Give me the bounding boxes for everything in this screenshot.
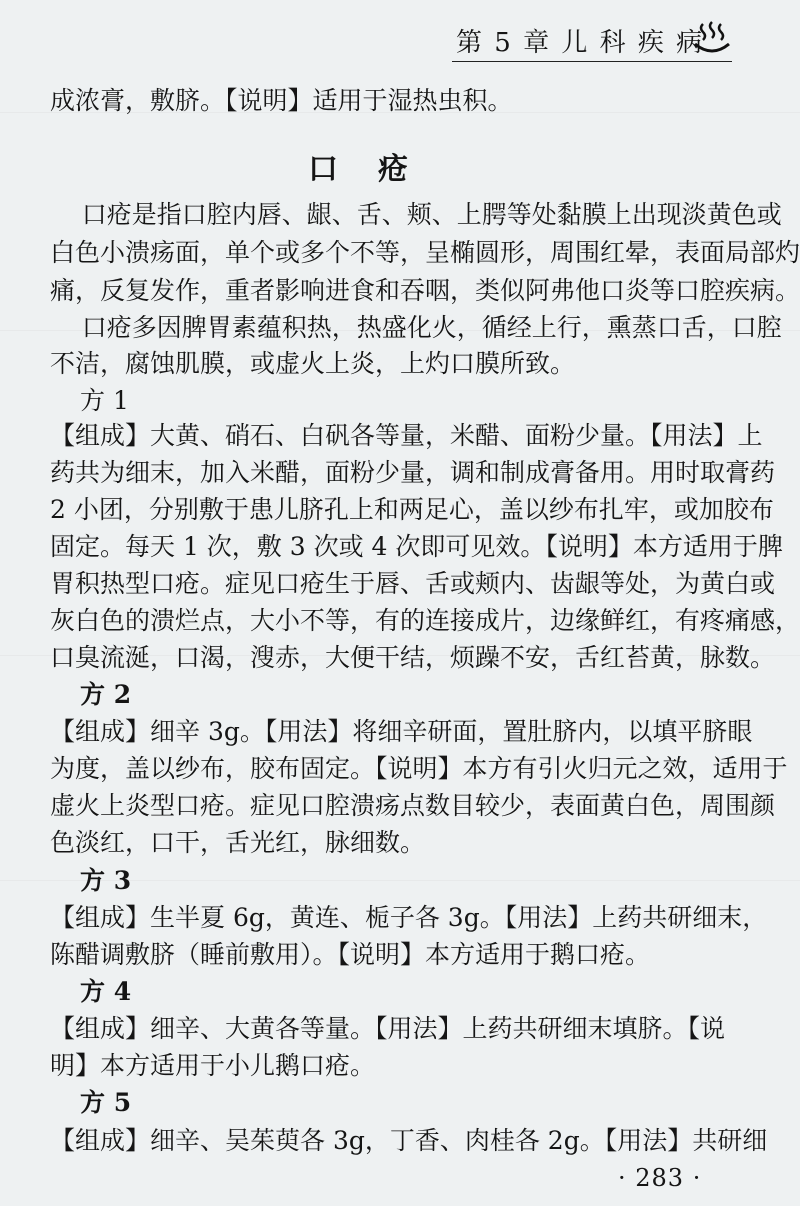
text-line: 色淡红，口干，舌光红，脉细数。 [50, 828, 426, 857]
text-line: 白色小溃疡面，单个或多个不等，呈椭圆形，周围红晕，表面局部灼 [50, 238, 800, 267]
header-rule [452, 61, 732, 62]
page-number: · 283 · [618, 1164, 702, 1192]
chapter-title: 第 5 章 儿 科 疾 病 [456, 28, 705, 58]
text-line: 成浓膏，敷脐。【说明】适用于湿热虫积。 [50, 86, 513, 115]
text-line: 胃积热型口疮。症见口疮生于唇、舌或颊内、齿龈等处，为黄白或 [50, 569, 776, 598]
formula-heading: 方 3 [80, 866, 132, 895]
text-line: 灰白色的溃烂点，大小不等，有的连接成片，边缘鲜红，有疼痛感， [50, 606, 800, 635]
formula-heading: 方 2 [80, 680, 132, 709]
steam-bowl-icon [692, 20, 732, 56]
text-line: 固定。每天 1 次，敷 3 次或 4 次即可见效。【说明】本方适用于脾 [50, 532, 783, 561]
running-header [442, 18, 734, 58]
formula-heading: 方 4 [80, 977, 132, 1006]
text-line: 口疮多因脾胃素蕴积热，热盛化火，循经上行，熏蒸口舌，口腔 [50, 313, 782, 342]
text-line: 药共为细末，加入米醋，面粉少量，调和制成膏备用。用时取膏药 [50, 458, 776, 487]
text-line: 口疮是指口腔内唇、龈、舌、颊、上腭等处黏膜上出现淡黄色或 [50, 200, 782, 229]
text-line: 【组成】细辛、大黄各等量。【用法】上药共研细末填脐。【说 [50, 1014, 726, 1043]
text-line: 为度，盖以纱布，胶布固定。【说明】本方有引火归元之效，适用于 [50, 754, 788, 783]
text-line: 陈醋调敷脐（睡前敷用）。【说明】本方适用于鹅口疮。 [50, 940, 651, 969]
text-line: 口臭流涎，口渴，溲赤，大便干结，烦躁不安，舌红苔黄，脉数。 [50, 643, 776, 672]
text-line: 2 小团，分别敷于患儿脐孔上和两足心，盖以纱布扎牢，或加胶布 [50, 495, 774, 524]
section-title: 口疮 [308, 152, 448, 187]
text-line: 【组成】生半夏 6g，黄连、栀子各 3g。【用法】上药共研细末， [50, 903, 768, 932]
text-line: 虚火上炎型口疮。症见口腔溃疡点数目较少，表面黄白色，周围颜 [50, 791, 776, 820]
text-line: 不洁，腐蚀肌膜，或虚火上炎，上灼口膜所致。 [50, 349, 576, 378]
text-line: 【组成】大黄、硝石、白矾各等量，米醋、面粉少量。【用法】上 [50, 421, 763, 450]
formula-heading: 方 5 [80, 1088, 132, 1117]
text-line: 【组成】细辛、吴茱萸各 3g，丁香、肉桂各 2g。【用法】共研细 [50, 1126, 768, 1155]
text-line: 痛，反复发作，重者影响进食和吞咽，类似阿弗他口炎等口腔疾病。 [50, 276, 800, 305]
text-line: 明】本方适用于小儿鹅口疮。 [50, 1051, 376, 1080]
text-line: 【组成】细辛 3g。【用法】将细辛研面，置肚脐内，以填平脐眼 [50, 717, 753, 746]
formula-heading: 方 1 [80, 386, 129, 415]
